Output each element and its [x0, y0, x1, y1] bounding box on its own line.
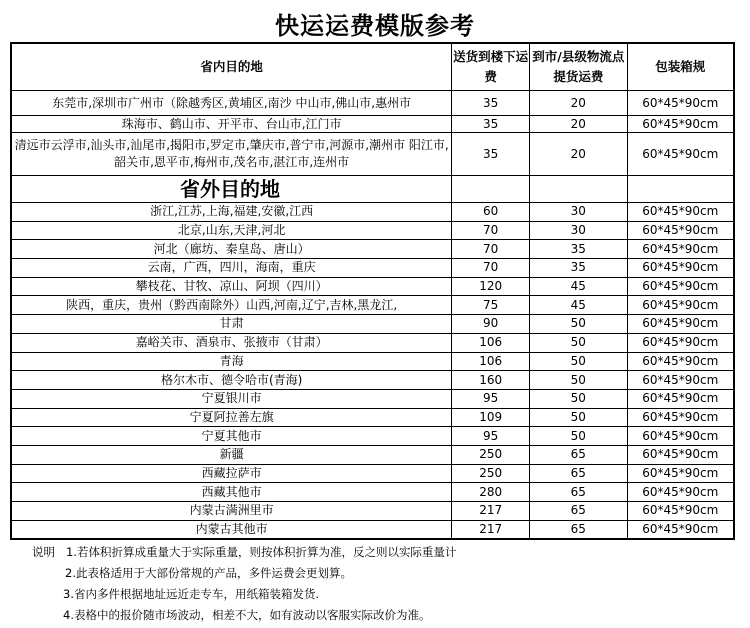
pickup-fee-cell: 20: [530, 133, 628, 176]
pickup-fee-cell: 65: [530, 483, 628, 502]
notes: [32, 542, 456, 626]
header-pickup: 到市/县级物流点提货运费: [530, 43, 628, 91]
table-row: [11, 352, 734, 371]
box-size-cell: 60*45*90cm: [627, 352, 734, 371]
pickup-fee-cell: 65: [530, 520, 628, 539]
table-row: [11, 259, 734, 278]
box-size-cell: 60*45*90cm: [627, 296, 734, 315]
box-size-cell: 60*45*90cm: [627, 427, 734, 446]
door-fee-cell: 250: [452, 445, 530, 464]
door-fee-cell: 60: [452, 203, 530, 222]
table-row: [11, 389, 734, 408]
pickup-fee-cell: 45: [530, 277, 628, 296]
section-row-outside: [11, 176, 734, 203]
pickup-fee-cell: 35: [530, 240, 628, 259]
box-size-cell: 60*45*90cm: [627, 520, 734, 539]
box-size-cell: 60*45*90cm: [627, 116, 734, 133]
table-row: [11, 333, 734, 352]
destination-cell: 浙江,江苏,上海,福建,安徽,江西: [11, 203, 452, 222]
box-size-cell: 60*45*90cm: [627, 259, 734, 278]
note-4: 4.表格中的报价随市场波动，相差不大，如有波动以客服实际改价为准。: [63, 608, 431, 622]
door-fee-cell: 250: [452, 464, 530, 483]
table-row: [11, 116, 734, 133]
destination-cell: 陕西，重庆，贵州（黔西南除外）山西,河南,辽宁,吉林,黑龙江,: [11, 296, 452, 315]
box-size-cell: 60*45*90cm: [627, 91, 734, 116]
section-label-outside: 省外目的地: [11, 176, 452, 203]
box-size-cell: 60*45*90cm: [627, 240, 734, 259]
destination-cell: 内蒙古其他市: [11, 520, 452, 539]
door-fee-cell: 35: [452, 116, 530, 133]
door-fee-cell: 70: [452, 259, 530, 278]
pickup-fee-cell: 65: [530, 464, 628, 483]
empty-cell: [452, 176, 530, 203]
box-size-cell: 60*45*90cm: [627, 371, 734, 390]
note-1: 1.若体积折算成重量大于实际重量，则按体积折算为准，反之则以实际重量计: [65, 545, 457, 559]
box-size-cell: 60*45*90cm: [627, 464, 734, 483]
door-fee-cell: 95: [452, 427, 530, 446]
destination-cell: 新疆: [11, 445, 452, 464]
box-size-cell: 60*45*90cm: [627, 333, 734, 352]
destination-cell: 嘉峪关市、酒泉市、张掖市（甘肃）: [11, 333, 452, 352]
table-row: [11, 296, 734, 315]
destination-cell: 宁夏阿拉善左旗: [11, 408, 452, 427]
box-size-cell: 60*45*90cm: [627, 445, 734, 464]
header-box-size: 包装箱规: [627, 43, 734, 91]
door-fee-cell: 90: [452, 315, 530, 334]
destination-cell: 西藏拉萨市: [11, 464, 452, 483]
pickup-fee-cell: 35: [530, 259, 628, 278]
table-row: [11, 203, 734, 222]
door-fee-cell: 109: [452, 408, 530, 427]
note-3: 3.省内多件根据地址远近走专车，用纸箱装箱发货.: [63, 587, 320, 601]
pickup-fee-cell: 50: [530, 389, 628, 408]
pickup-fee-cell: 50: [530, 352, 628, 371]
destination-cell: 清远市云浮市,汕头市,汕尾市,揭阳市,罗定市,肇庆市,普宁市,河源市,潮州市 阳江市,韶关市,恩平市,梅州市,茂名市,湛江市,连州市: [11, 133, 452, 176]
pickup-fee-cell: 65: [530, 502, 628, 521]
table-row: [11, 464, 734, 483]
header-destination: 省内目的地: [11, 43, 452, 91]
door-fee-cell: 70: [452, 221, 530, 240]
box-size-cell: 60*45*90cm: [627, 483, 734, 502]
pickup-fee-cell: 50: [530, 408, 628, 427]
table-row: [11, 502, 734, 521]
destination-cell: 格尔木市、德令哈市(青海): [11, 371, 452, 390]
empty-cell: [530, 176, 628, 203]
box-size-cell: 60*45*90cm: [627, 389, 734, 408]
pickup-fee-cell: 50: [530, 315, 628, 334]
door-fee-cell: 106: [452, 352, 530, 371]
pickup-fee-cell: 50: [530, 333, 628, 352]
door-fee-cell: 120: [452, 277, 530, 296]
door-fee-cell: 217: [452, 502, 530, 521]
pickup-fee-cell: 65: [530, 445, 628, 464]
pickup-fee-cell: 50: [530, 427, 628, 446]
note-2: 2.此表格适用于大部份常规的产品，多件运费会更划算。: [65, 566, 352, 580]
destination-cell: 甘肃: [11, 315, 452, 334]
pickup-fee-cell: 20: [530, 116, 628, 133]
box-size-cell: 60*45*90cm: [627, 315, 734, 334]
destination-cell: 内蒙古满洲里市: [11, 502, 452, 521]
table-row: [11, 371, 734, 390]
table-row: [11, 445, 734, 464]
box-size-cell: 60*45*90cm: [627, 203, 734, 222]
table-row: [11, 483, 734, 502]
door-fee-cell: 35: [452, 91, 530, 116]
destination-cell: 宁夏银川市: [11, 389, 452, 408]
destination-cell: 东莞市,深圳市广州市（除越秀区,黄埔区,南沙 中山市,佛山市,惠州市: [11, 91, 452, 116]
header-door-delivery: 送货到楼下运费: [452, 43, 530, 91]
notes-label: 说明: [32, 545, 55, 559]
table-row: [11, 221, 734, 240]
door-fee-cell: 280: [452, 483, 530, 502]
box-size-cell: 60*45*90cm: [627, 408, 734, 427]
destination-cell: 宁夏其他市: [11, 427, 452, 446]
destination-cell: 西藏其他市: [11, 483, 452, 502]
door-fee-cell: 217: [452, 520, 530, 539]
destination-cell: 云南，广西，四川，海南，重庆: [11, 259, 452, 278]
box-size-cell: 60*45*90cm: [627, 221, 734, 240]
pickup-fee-cell: 45: [530, 296, 628, 315]
door-fee-cell: 106: [452, 333, 530, 352]
box-size-cell: 60*45*90cm: [627, 133, 734, 176]
door-fee-cell: 35: [452, 133, 530, 176]
empty-cell: [627, 176, 734, 203]
table-row: [11, 408, 734, 427]
header-row: [11, 43, 734, 91]
box-size-cell: 60*45*90cm: [627, 502, 734, 521]
table-row: [11, 240, 734, 259]
door-fee-cell: 70: [452, 240, 530, 259]
table-row: [11, 427, 734, 446]
door-fee-cell: 75: [452, 296, 530, 315]
shipping-rate-table: [10, 42, 735, 540]
destination-cell: 青海: [11, 352, 452, 371]
table-row: [11, 91, 734, 116]
destination-cell: 河北（廊坊、秦皇岛、唐山）: [11, 240, 452, 259]
page-title: 快运运费模版参考: [275, 12, 475, 40]
pickup-fee-cell: 30: [530, 203, 628, 222]
table-row: [11, 133, 734, 176]
destination-cell: 攀枝花、甘牧、凉山、阿坝（四川）: [11, 277, 452, 296]
door-fee-cell: 160: [452, 371, 530, 390]
pickup-fee-cell: 50: [530, 371, 628, 390]
pickup-fee-cell: 30: [530, 221, 628, 240]
table-row: [11, 315, 734, 334]
box-size-cell: 60*45*90cm: [627, 277, 734, 296]
door-fee-cell: 95: [452, 389, 530, 408]
destination-cell: 珠海市、鹤山市、开平市、台山市,江门市: [11, 116, 452, 133]
table-row: [11, 277, 734, 296]
destination-cell: 北京,山东,天津,河北: [11, 221, 452, 240]
table-row: [11, 520, 734, 539]
pickup-fee-cell: 20: [530, 91, 628, 116]
